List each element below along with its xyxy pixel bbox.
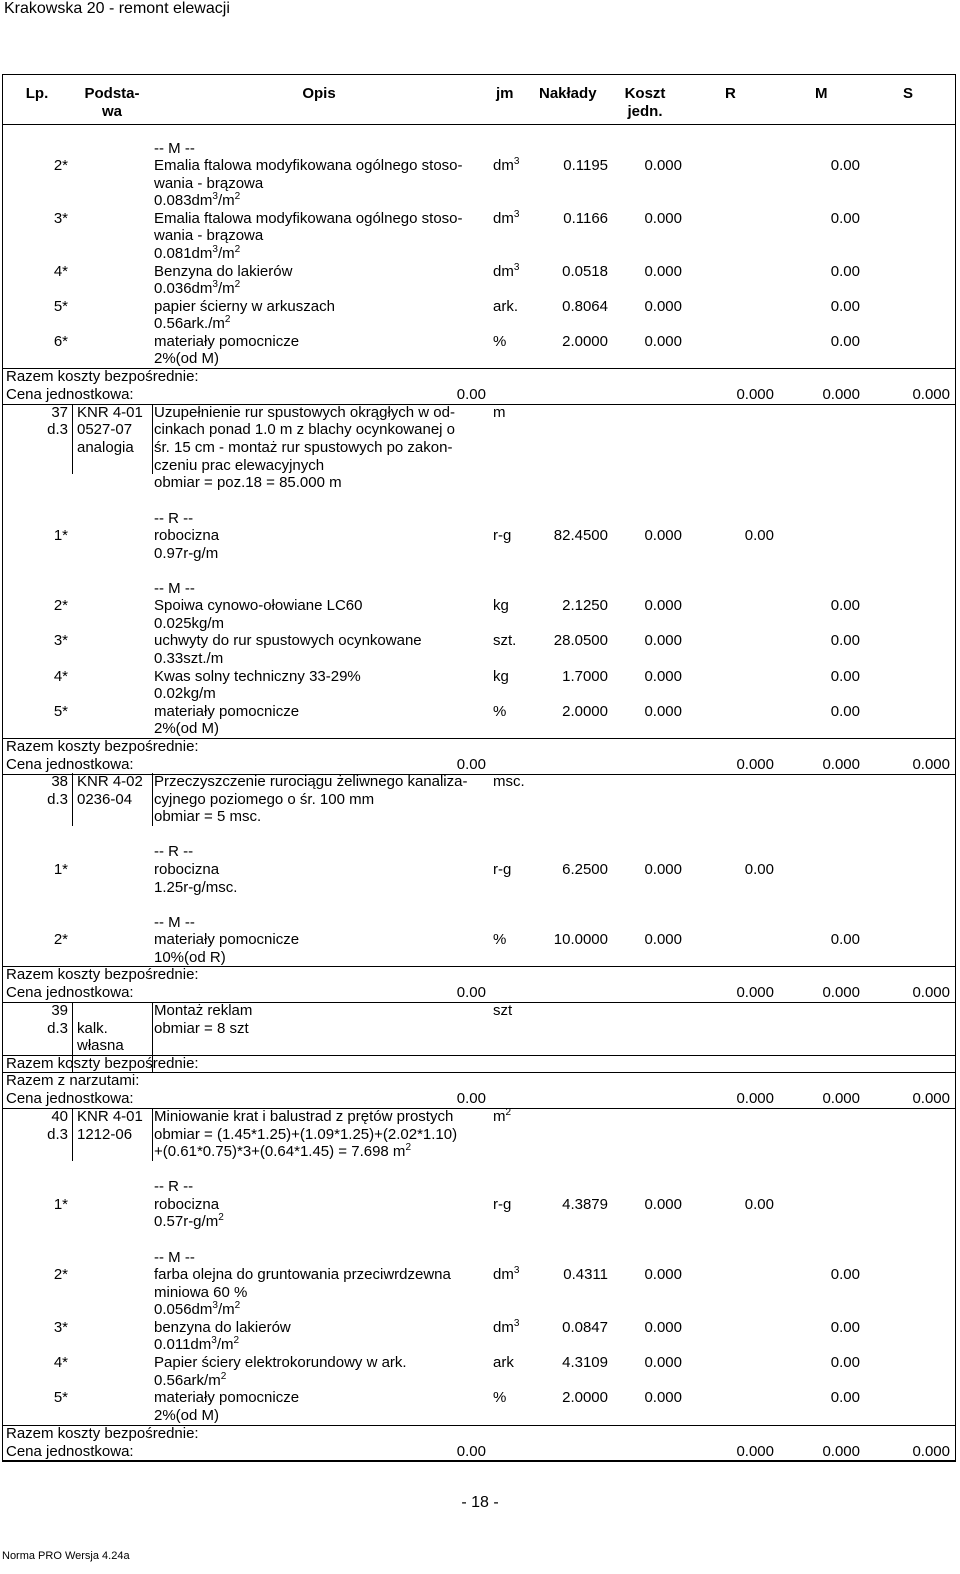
description: $0.011dm^3/m^2$ — [154, 1335, 240, 1353]
basis-code: własna — [77, 1037, 124, 1054]
basis-code: KNR 4-01 — [77, 404, 143, 421]
description: Kwas solny techniczny 33-29% — [154, 668, 361, 685]
description: $0.081dm^3/m^2$ — [154, 244, 241, 262]
description: $0.57r-g/m^2$ — [154, 1212, 224, 1230]
unit: $m^2$ — [493, 1107, 512, 1125]
description: robocizna — [154, 1196, 220, 1213]
unit-price-s: 0.000 — [912, 386, 950, 403]
unit: % — [493, 1389, 507, 1406]
item-number: 40 — [51, 1108, 68, 1125]
unit-price-s: 0.000 — [912, 984, 950, 1001]
basis-code: kalk. — [77, 1020, 108, 1037]
header-lp: Lp. — [25, 85, 49, 102]
unit: kg — [493, 597, 509, 614]
quantity: 10.0000 — [553, 931, 608, 948]
description: cinkach ponad 1.0 m z blachy ocynkowanej o — [154, 421, 456, 438]
unit-price: 0.000 — [644, 1354, 682, 1371]
unit-price-total: 0.00 — [456, 756, 486, 773]
description: wania - brązowa — [154, 175, 264, 192]
description: +(0.61*0.75)*3+(0.64*1.45) = 7.698 $m^2$ — [154, 1142, 411, 1160]
basis-code: analogia — [77, 439, 134, 456]
description: miniowa 60 % — [154, 1284, 248, 1301]
item-number: 39 — [51, 1002, 68, 1019]
description: -- R -- — [154, 510, 194, 527]
description: -- M -- — [154, 580, 195, 597]
unit-price-total: 0.00 — [456, 1443, 486, 1460]
material-cost: 0.00 — [830, 210, 860, 227]
unit-price-s: 0.000 — [912, 756, 950, 773]
description: Spoiwa cynowo-ołowiane LC60 — [154, 597, 363, 614]
unit-price: 0.000 — [644, 1196, 682, 1213]
description: Emalia ftalowa modyfikowana ogólnego stoso- — [154, 157, 463, 174]
sub-number: 3* — [53, 632, 68, 649]
description: 1.25r-g/msc. — [154, 879, 238, 896]
unit-price: 0.000 — [644, 527, 682, 544]
description: 2%(od M) — [154, 350, 220, 367]
description: śr. 15 cm - montaż rur spustowych po zakon- — [154, 439, 453, 456]
basis-code: 0527-07 — [77, 421, 133, 438]
unit-price: 0.000 — [644, 1319, 682, 1336]
row-separator — [2, 966, 956, 967]
unit: msc. — [493, 773, 525, 790]
column-separator — [152, 1002, 153, 1072]
description: cyjnego poziomego o śr. 100 mm — [154, 791, 375, 808]
description: obmiar = 5 msc. — [154, 808, 262, 825]
unit-price-label: Cena jednostkowa: — [6, 1443, 134, 1460]
description: Emalia ftalowa modyfikowana ogólnego stoso- — [154, 210, 463, 227]
labour-cost: 0.00 — [744, 527, 774, 544]
subtotal-label: Razem koszty bezpośrednie: — [6, 368, 199, 385]
header-podstawa-line2: wa — [101, 103, 122, 120]
description: 0.33szt./m — [154, 650, 224, 667]
unit-price: 0.000 — [644, 861, 682, 878]
unit-price: 0.000 — [644, 298, 682, 315]
sub-number: 1* — [53, 861, 68, 878]
quantity: 6.2500 — [562, 861, 608, 878]
row-separator — [2, 1055, 956, 1056]
description: Przeczyszczenie rurociągu żeliwnego kanaliza- — [154, 773, 468, 790]
unit-price-total: 0.00 — [456, 984, 486, 1001]
description: Uzupełnienie rur spustowych okrągłych w od- — [154, 404, 455, 421]
material-cost: 0.00 — [830, 1319, 860, 1336]
header-separator — [2, 124, 956, 125]
sub-number: 2* — [53, 931, 68, 948]
column-separator — [72, 1002, 73, 1072]
unit-price-total: 0.00 — [456, 386, 486, 403]
unit: r-g — [493, 1196, 512, 1213]
description: $0.083dm^3/m^2$ — [154, 191, 241, 209]
header-r: R — [725, 85, 736, 102]
unit-price-m: 0.000 — [822, 386, 860, 403]
description: 0.97r-g/m — [154, 545, 219, 562]
header-s: S — [903, 85, 914, 102]
sub-number: 4* — [53, 1354, 68, 1371]
sub-number: 5* — [53, 298, 68, 315]
unit-price: 0.000 — [644, 931, 682, 948]
material-cost: 0.00 — [830, 597, 860, 614]
unit-price: 0.000 — [644, 263, 682, 280]
row-separator — [2, 1072, 956, 1073]
unit: kg — [493, 668, 509, 685]
sub-number: 2* — [53, 157, 68, 174]
item-number: d.3 — [47, 791, 68, 808]
sub-number: 4* — [53, 668, 68, 685]
description: papier ścierny w arkuszach — [154, 298, 335, 315]
description: $0.56ark./m^2$ — [154, 314, 231, 332]
description: -- R -- — [154, 843, 194, 860]
quantity: 28.0500 — [553, 632, 608, 649]
sub-number: 1* — [53, 1196, 68, 1213]
document-title: Krakowska 20 - remont elewacji — [4, 0, 230, 17]
description: robocizna — [154, 527, 220, 544]
description: $0.56ark/m^2$ — [154, 1371, 227, 1389]
description: wania - brązowa — [154, 227, 264, 244]
sub-number: 6* — [53, 333, 68, 350]
quantity: 0.1166 — [563, 210, 608, 227]
material-cost: 0.00 — [830, 333, 860, 350]
description: -- M -- — [154, 1249, 195, 1266]
header-jm: jm — [496, 85, 514, 102]
unit: $dm^3$ — [493, 1318, 520, 1336]
unit-price: 0.000 — [644, 668, 682, 685]
description: Miniowanie krat i balustrad z prętów prostych — [154, 1108, 454, 1125]
column-separator — [152, 1108, 153, 1161]
header-m: M — [815, 85, 828, 102]
description: 10%(od R) — [154, 949, 226, 966]
unit-price-m: 0.000 — [822, 984, 860, 1001]
quantity: 2.0000 — [562, 1389, 608, 1406]
material-cost: 0.00 — [830, 668, 860, 685]
header-podstawa-line1: Podsta- — [84, 85, 140, 102]
unit-price-m: 0.000 — [822, 1090, 860, 1107]
labour-cost: 0.00 — [744, 861, 774, 878]
unit-price: 0.000 — [644, 1389, 682, 1406]
column-separator — [152, 773, 153, 826]
quantity: 0.1195 — [563, 157, 608, 174]
unit-price-m: 0.000 — [822, 1443, 860, 1460]
subtotal-label: Razem z narzutami: — [6, 1072, 140, 1089]
unit: % — [493, 931, 507, 948]
item-number: d.3 — [47, 1126, 68, 1143]
quantity: 0.4311 — [563, 1266, 608, 1283]
material-cost: 0.00 — [830, 157, 860, 174]
material-cost: 0.00 — [830, 1354, 860, 1371]
unit-price: 0.000 — [644, 1266, 682, 1283]
row-separator — [2, 1002, 956, 1003]
quantity: 4.3109 — [562, 1354, 608, 1371]
subtotal-label: Razem koszty bezpośrednie: — [6, 1425, 199, 1442]
item-number: 37 — [51, 404, 68, 421]
sub-number: 4* — [53, 263, 68, 280]
description: -- M -- — [154, 140, 195, 157]
basis-code: 0236-04 — [77, 791, 133, 808]
unit-price-s: 0.000 — [912, 1443, 950, 1460]
material-cost: 0.00 — [830, 632, 860, 649]
unit-price: 0.000 — [644, 597, 682, 614]
unit-price-r: 0.000 — [736, 756, 774, 773]
description: 2%(od M) — [154, 720, 220, 737]
unit: szt — [493, 1002, 513, 1019]
sub-number: 3* — [53, 210, 68, 227]
item-number: d.3 — [47, 421, 68, 438]
subtotal-label: Razem koszty bezpośrednie: — [6, 966, 199, 983]
description: 2%(od M) — [154, 1407, 220, 1424]
description: materiały pomocnicze — [154, 1389, 300, 1406]
labour-cost: 0.00 — [744, 1196, 774, 1213]
column-separator — [152, 404, 153, 474]
subtotal-label: Razem koszty bezpośrednie: — [6, 1055, 199, 1072]
unit-price-label: Cena jednostkowa: — [6, 1090, 134, 1107]
quantity: 2.0000 — [562, 703, 608, 720]
quantity: 0.0518 — [562, 263, 608, 280]
description: Montaż reklam — [154, 1002, 253, 1019]
quantity: 0.8064 — [562, 298, 608, 315]
material-cost: 0.00 — [830, 931, 860, 948]
unit-price-s: 0.000 — [912, 1090, 950, 1107]
column-separator — [72, 1108, 73, 1161]
basis-code: 1212-06 — [77, 1126, 133, 1143]
description: obmiar = poz.18 = 85.000 m — [154, 474, 342, 491]
item-number: 38 — [51, 773, 68, 790]
description: -- M -- — [154, 914, 195, 931]
column-separator — [72, 404, 73, 474]
material-cost: 0.00 — [830, 298, 860, 315]
description: materiały pomocnicze — [154, 703, 300, 720]
description: $0.056dm^3/m^2$ — [154, 1300, 241, 1318]
description: benzyna do lakierów — [154, 1319, 291, 1336]
description: materiały pomocnicze — [154, 931, 300, 948]
unit-price-label: Cena jednostkowa: — [6, 756, 134, 773]
description: 0.025kg/m — [154, 615, 225, 632]
unit: % — [493, 333, 507, 350]
unit: r-g — [493, 861, 512, 878]
description: robocizna — [154, 861, 220, 878]
unit: $dm^3$ — [493, 209, 520, 227]
description: materiały pomocnicze — [154, 333, 300, 350]
sub-number: 1* — [53, 527, 68, 544]
unit-price: 0.000 — [644, 703, 682, 720]
item-number: d.3 — [47, 1020, 68, 1037]
description: Benzyna do lakierów — [154, 263, 293, 280]
sub-number: 2* — [53, 597, 68, 614]
unit-price-r: 0.000 — [736, 1090, 774, 1107]
unit: $dm^3$ — [493, 1265, 520, 1283]
unit-price-label: Cena jednostkowa: — [6, 984, 134, 1001]
row-separator — [2, 1425, 956, 1426]
unit-price: 0.000 — [644, 157, 682, 174]
page-number: - 18 - — [461, 1494, 499, 1511]
sub-number: 3* — [53, 1319, 68, 1336]
row-separator — [2, 1461, 956, 1462]
header-naklady: Nakłady — [539, 85, 597, 102]
quantity: 4.3879 — [562, 1196, 608, 1213]
material-cost: 0.00 — [830, 1266, 860, 1283]
description: farba olejna do gruntowania przeciwrdzewna — [154, 1266, 451, 1283]
quantity: 82.4500 — [553, 527, 608, 544]
software-version: Norma PRO Wersja 4.24a — [2, 1550, 130, 1562]
unit: r-g — [493, 527, 512, 544]
unit-price: 0.000 — [644, 210, 682, 227]
quantity: 2.1250 — [562, 597, 608, 614]
unit: % — [493, 703, 507, 720]
unit: m — [493, 404, 506, 421]
description: $0.036dm^3/m^2$ — [154, 279, 241, 297]
description: -- R -- — [154, 1178, 194, 1195]
sub-number: 2* — [53, 1266, 68, 1283]
unit-price-r: 0.000 — [736, 386, 774, 403]
description: czeniu prac elewacyjnych — [154, 457, 325, 474]
description: uchwyty do rur spustowych ocynkowane — [154, 632, 422, 649]
description: Papier ściery elektrokorundowy w ark. — [154, 1354, 407, 1371]
unit: $dm^3$ — [493, 262, 520, 280]
subtotal-label: Razem koszty bezpośrednie: — [6, 738, 199, 755]
header-koszt-line2: jedn. — [627, 103, 663, 120]
quantity: 1.7000 — [562, 668, 608, 685]
unit: ark — [493, 1354, 514, 1371]
description: obmiar = (1.45*1.25)+(1.09*1.25)+(2.02*1.10) — [154, 1126, 458, 1143]
unit-price-r: 0.000 — [736, 1443, 774, 1460]
header-opis: Opis — [302, 85, 336, 102]
unit: ark. — [493, 298, 519, 315]
unit: $dm^3$ — [493, 156, 520, 174]
header-koszt-line1: Koszt — [624, 85, 666, 102]
basis-code: KNR 4-01 — [77, 1108, 143, 1125]
description: obmiar = 8 szt — [154, 1020, 249, 1037]
material-cost: 0.00 — [830, 1389, 860, 1406]
quantity: 0.0847 — [562, 1319, 608, 1336]
sub-number: 5* — [53, 703, 68, 720]
description: 0.02kg/m — [154, 685, 216, 702]
sub-number: 5* — [53, 1389, 68, 1406]
column-separator — [72, 773, 73, 826]
unit-price-m: 0.000 — [822, 756, 860, 773]
quantity: 2.0000 — [562, 333, 608, 350]
row-separator — [2, 368, 956, 369]
material-cost: 0.00 — [830, 263, 860, 280]
basis-code: KNR 4-02 — [77, 773, 143, 790]
unit-price: 0.000 — [644, 333, 682, 350]
unit-price-label: Cena jednostkowa: — [6, 386, 134, 403]
unit: szt. — [493, 632, 517, 649]
material-cost: 0.00 — [830, 703, 860, 720]
row-separator — [2, 738, 956, 739]
unit-price-r: 0.000 — [736, 984, 774, 1001]
unit-price: 0.000 — [644, 632, 682, 649]
unit-price-total: 0.00 — [456, 1090, 486, 1107]
